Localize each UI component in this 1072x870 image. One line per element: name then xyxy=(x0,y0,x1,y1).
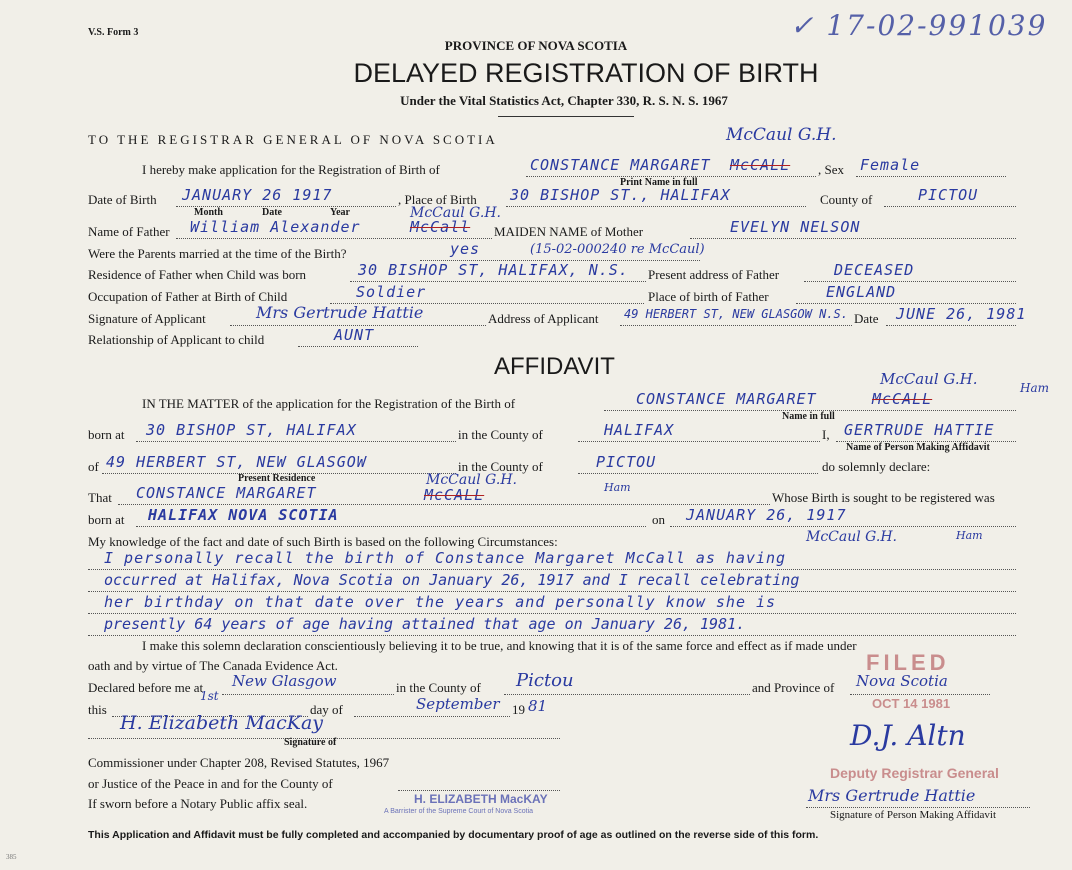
affidavit-heading: AFFIDAVIT xyxy=(494,353,615,380)
present-residence-caption: Present Residence xyxy=(238,473,316,484)
on-label: on xyxy=(652,512,665,527)
knowledge-correction: McCaul G.H. xyxy=(806,529,897,545)
circumstance-line: I personally recall the birth of Constance Margaret McCall as having xyxy=(104,549,787,567)
occupation-label: Occupation of Father at Birth of Child xyxy=(88,289,288,304)
filed-stamp: FILED xyxy=(866,650,950,675)
print-name-caption: Print Name in full xyxy=(620,177,698,188)
relationship-label: Relationship of Applicant to child xyxy=(88,332,265,347)
married-note: (15-02-000240 re McCaul) xyxy=(530,242,705,257)
county-value-3: PICTOU xyxy=(596,453,657,471)
circumstance-line: her birthday on that date over the years and personally know she is xyxy=(104,593,777,611)
month-value: September xyxy=(416,695,500,713)
county-label: County of xyxy=(820,192,873,207)
province-value: Nova Scotia xyxy=(856,672,948,690)
on-date: JANUARY 26, 1917 xyxy=(686,506,847,524)
matter-correction: McCaul G.H. xyxy=(880,370,978,388)
dob-value: JANUARY 26 1917 xyxy=(182,186,333,204)
knowledge-label: My knowledge of the fact and date of such Birth is based on the following Circumstances: xyxy=(88,534,558,549)
title-rule xyxy=(498,116,634,117)
notary-stamp-name: H. ELIZABETH MacKAY xyxy=(414,792,548,806)
date-caption: Date xyxy=(262,207,282,218)
of-label: of xyxy=(88,459,99,474)
of-address: 49 HERBERT ST, NEW GLASGOW xyxy=(106,453,367,471)
signature-of-caption: Signature of xyxy=(284,737,337,748)
form-number: V.S. Form 3 xyxy=(88,27,139,38)
county-value-4: Pictou xyxy=(516,670,574,691)
born-at-value: 30 BISHOP ST, HALIFAX xyxy=(146,421,357,439)
commissioner-signature: H. Elizabeth MacKay xyxy=(120,712,324,734)
notary-stamp-sub: A Barrister of the Supreme Court of Nova Scotia xyxy=(384,808,534,815)
father-name: William Alexander xyxy=(190,218,361,236)
footer-code: 385 xyxy=(6,853,17,861)
year-value: 81 xyxy=(528,697,548,715)
commissioner-line: Commissioner under Chapter 208, Revised Statutes, 1967 xyxy=(88,755,390,770)
child-name: CONSTANCE MARGARET xyxy=(530,156,711,174)
day-value: 1st xyxy=(200,689,219,703)
circumstance-line: occurred at Halifax, Nova Scotia on January 26, 1917 and I recall celebrating xyxy=(104,571,800,589)
born-at-value-2: HALIFAX NOVA SCOTIA xyxy=(148,506,339,524)
month-caption: Month xyxy=(194,207,223,218)
father-address-value: DECEASED xyxy=(834,261,915,279)
place-label: , Place of Birth xyxy=(398,192,477,207)
deputy-registrar-stamp: Deputy Registrar General xyxy=(830,765,999,781)
application-intro: I hereby make application for the Registration of Birth of xyxy=(142,162,440,177)
year-prefix: 19 xyxy=(512,702,525,717)
that-correction: McCaul G.H. xyxy=(426,472,517,488)
born-at-label: born at xyxy=(88,427,125,442)
matter-surname-struck: McCALL xyxy=(872,390,933,408)
occupation-value: Soldier xyxy=(356,283,427,301)
solemn-declaration-2: oath and by virtue of The Canada Evidence Act. xyxy=(88,658,338,673)
this-label: this xyxy=(88,702,107,717)
maiden-label: MAIDEN NAME of Mother xyxy=(494,224,644,239)
applicant-signature: Mrs Gertrude Hattie xyxy=(256,303,424,322)
province-label: and Province of xyxy=(752,680,835,695)
dob-label: Date of Birth xyxy=(88,192,157,207)
affiant-caption: Name of Person Making Affidavit xyxy=(846,442,990,453)
declare-label: do solemnly declare: xyxy=(822,459,931,474)
relationship-value: AUNT xyxy=(334,326,375,344)
father-birthplace-label: Place of birth of Father xyxy=(648,289,769,304)
i-label: I, xyxy=(822,427,830,442)
filed-date: OCT 14 1981 xyxy=(872,696,951,711)
affiant-signature: Mrs Gertrude Hattie xyxy=(808,786,976,805)
declared-at: New Glasgow xyxy=(232,672,337,690)
matter-initials: Ham xyxy=(1020,381,1049,395)
father-birthplace-value: ENGLAND xyxy=(826,283,897,301)
residence-value: 30 BISHOP ST, HALIFAX, N.S. xyxy=(358,261,629,279)
county-label-3: in the County of xyxy=(458,459,543,474)
place-value: 30 BISHOP ST., HALIFAX xyxy=(510,186,731,204)
applicant-address-value: 49 HERBERT ST, NEW GLASGOW N.S. xyxy=(624,307,848,321)
applicant-address-label: Address of Applicant xyxy=(488,311,599,326)
knowledge-initials: Ham xyxy=(956,529,983,542)
solemn-declaration-1: I make this solemn declaration conscientiously believing it to be true, and knowing that it is of the same force and effect as if made under xyxy=(142,638,857,653)
father-address-label: Present address of Father xyxy=(648,267,780,282)
mother-name: EVELYN NELSON xyxy=(730,218,861,236)
whose-label: Whose Birth is sought to be registered was xyxy=(772,490,995,505)
form-subtitle: Under the Vital Statistics Act, Chapter 330, R. S. N. S. 1967 xyxy=(400,93,728,108)
justice-line: or Justice of the Peace in and for the County of xyxy=(88,776,333,791)
that-label: That xyxy=(88,490,112,505)
county-label-4: in the County of xyxy=(396,680,481,695)
father-label: Name of Father xyxy=(88,224,170,239)
footer-note: This Application and Affidavit must be fully completed and accompanied by documentary proof of age as outlined on the reverse side of this form. xyxy=(88,829,819,841)
born-at-label-2: born at xyxy=(88,512,125,527)
that-name: CONSTANCE MARGARET xyxy=(136,484,317,502)
county-label-2: in the County of xyxy=(458,427,543,442)
application-date: JUNE 26, 1981 xyxy=(896,305,1027,323)
affiant-name: GERTRUDE HATTIE xyxy=(844,421,995,439)
file-number: ✓ 17-02-991039 xyxy=(790,9,1048,42)
that-surname-struck: McCALL xyxy=(424,486,485,504)
day-label: day of xyxy=(310,702,343,717)
notary-line: If sworn before a Notary Public affix seal. xyxy=(88,796,308,811)
child-surname-struck: McCALL xyxy=(730,156,791,174)
date-label: Date xyxy=(854,311,879,326)
married-value: yes xyxy=(450,240,481,258)
year-caption: Year xyxy=(330,207,350,218)
affiant-signature-caption: Signature of Person Making Affidavit xyxy=(830,809,996,821)
signature-label: Signature of Applicant xyxy=(88,311,206,326)
province-heading: PROVINCE OF NOVA SCOTIA xyxy=(444,38,628,53)
official-signature: D.J. Altn xyxy=(850,719,966,752)
that-initials: Ham xyxy=(604,481,631,494)
form-title: DELAYED REGISTRATION OF BIRTH xyxy=(353,58,819,88)
married-label: Were the Parents married at the time of the Birth? xyxy=(88,246,347,261)
county-value: PICTOU xyxy=(918,186,979,204)
county-value-2: HALIFAX xyxy=(604,421,675,439)
registrar-line: TO THE REGISTRAR GENERAL OF NOVA SCOTIA xyxy=(88,132,498,147)
matter-label: IN THE MATTER of the application for the Registration of the Birth of xyxy=(142,396,516,411)
father-surname-struck: McCall xyxy=(410,218,471,236)
residence-label: Residence of Father when Child was born xyxy=(88,267,307,282)
name-in-full-caption: Name in full xyxy=(782,411,835,422)
declared-label: Declared before me at xyxy=(88,680,204,695)
circumstance-line: presently 64 years of age having attained that age on January 26, 1981. xyxy=(104,615,746,633)
correction-top: McCaul G.H. xyxy=(726,125,837,145)
sex-value: Female xyxy=(860,156,921,174)
sex-label: , Sex xyxy=(818,162,844,177)
matter-name: CONSTANCE MARGARET xyxy=(636,390,817,408)
father-surname-correction: McCaul G.H. xyxy=(410,205,501,221)
